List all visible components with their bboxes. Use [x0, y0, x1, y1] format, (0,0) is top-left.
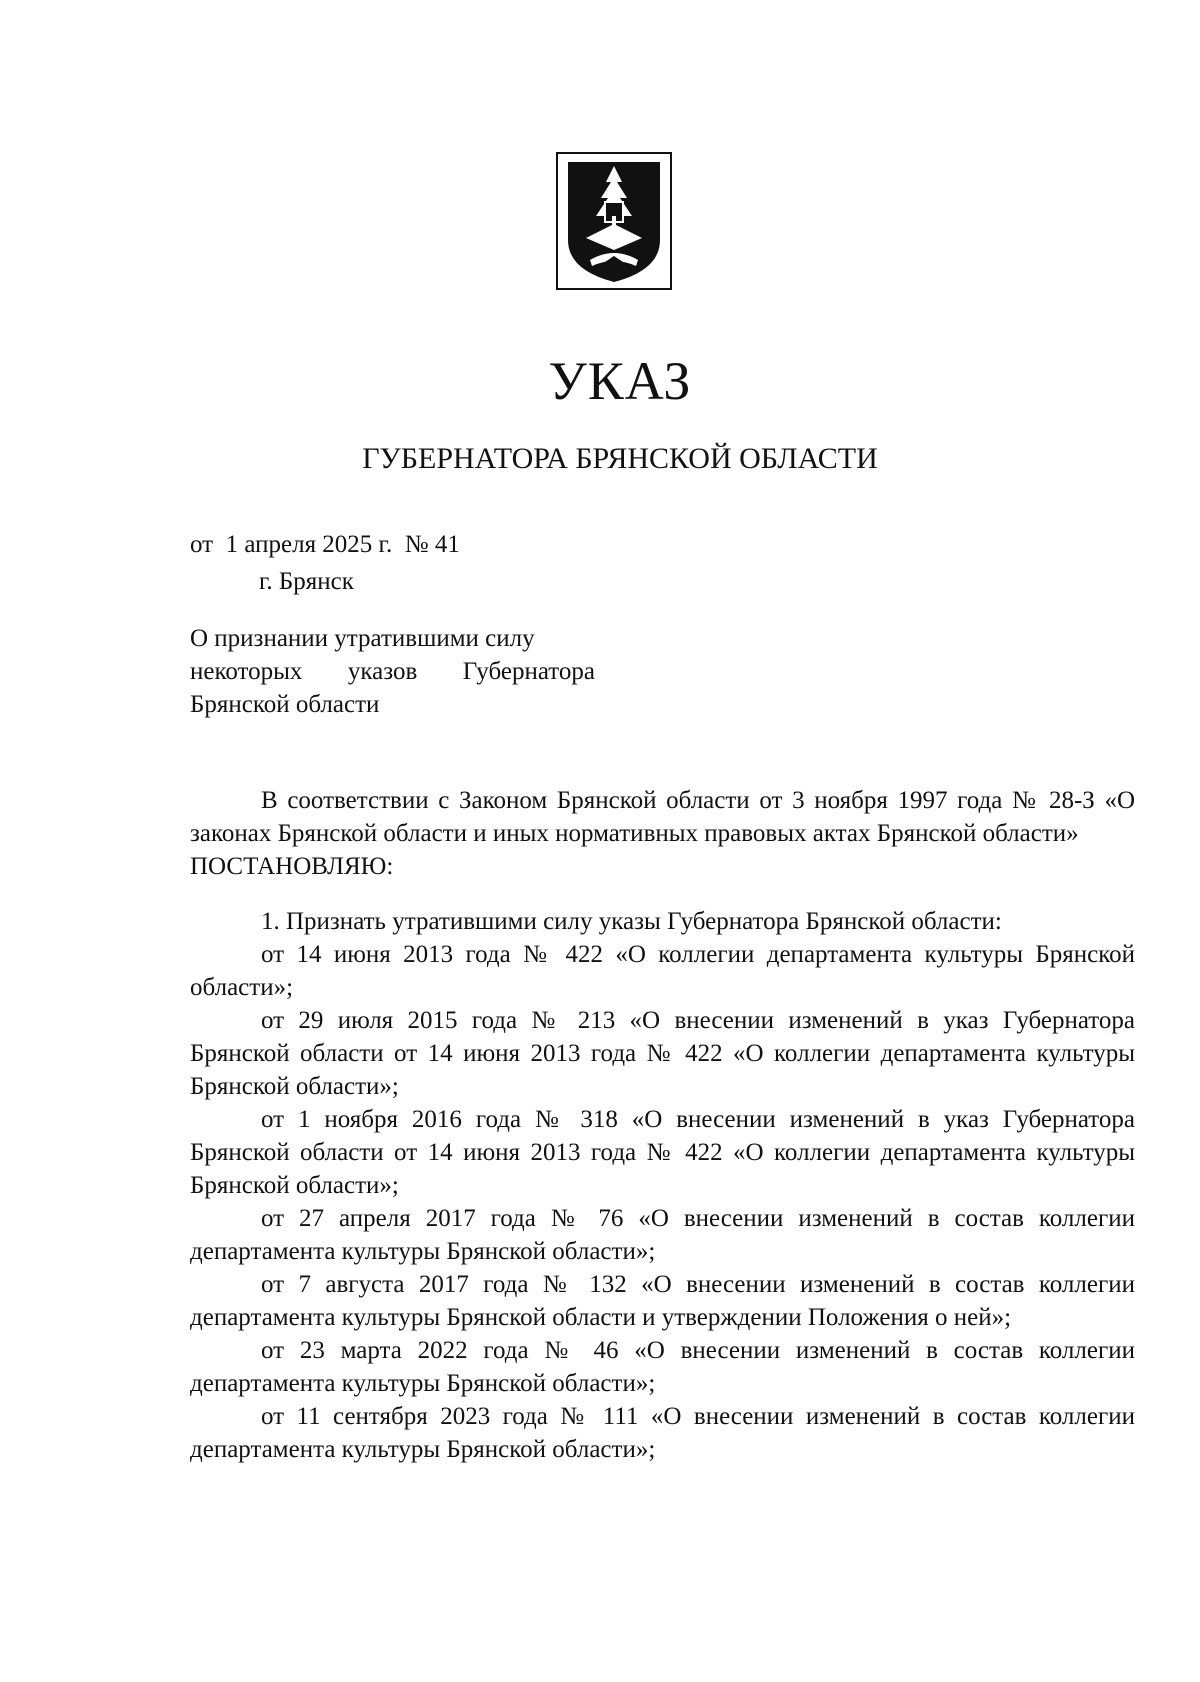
decree-list-item: от 14 июня 2013 года № 422 «О коллегии департамента культуры Брянской области»; — [190, 941, 1135, 1001]
coat-of-arms-icon — [556, 152, 672, 290]
decree-list-item: от 27 апреля 2017 года № 76 «О внесении изменений в состав коллегии департамента культуры Брянской области»; — [190, 1205, 1135, 1265]
subject-word: некоторых — [190, 658, 303, 685]
document-subtitle: ГУБЕРНАТОРА БРЯНСКОЙ ОБЛАСТИ — [362, 442, 878, 475]
document-body — [190, 784, 1135, 1466]
decree-list-item: от 7 августа 2017 года № 132 «О внесении изменений в состав коллегии департамента культуры Брянской области и утверждении Положения о ней»; — [190, 1271, 1135, 1331]
document-title: УКАЗ — [548, 351, 692, 411]
subject-line-3: Брянской области — [190, 691, 380, 718]
preamble-paragraph: В соответствии с Законом Брянской области от 3 ноября 1997 года № 28-З «О законах Брянской области и иных нормативных правовых актах Брянской области» — [190, 787, 1135, 847]
decree-word: ПОСТАНОВЛЯЮ: — [190, 853, 394, 880]
subject-word: Губернатора — [462, 658, 595, 685]
document-subject — [190, 622, 610, 721]
subject-line-1: О признании утратившими силу — [190, 625, 535, 652]
item-1-intro: 1. Признать утратившими силу указы Губернатора Брянской области: — [261, 908, 1002, 935]
city: г. Брянск — [259, 568, 354, 595]
decree-list-item: от 11 сентября 2023 года № 111 «О внесении изменений в состав коллегии департамента культуры Брянской области»; — [190, 1403, 1135, 1463]
decree-list-item: от 23 марта 2022 года № 46 «О внесении изменений в состав коллегии департамента культуры Брянской области»; — [190, 1337, 1135, 1397]
decree-list-item: от 29 июля 2015 года № 213 «О внесении изменений в указ Губернатора Брянской области от 14 июня 2013 года № 422 «О коллегии департамента культуры Брянской области»; — [190, 1007, 1135, 1100]
decree-list-item: от 1 ноября 2016 года № 318 «О внесении изменений в указ Губернатора Брянской области от 14 июня 2013 года № 422 «О коллегии департамента культуры Брянской области»; — [190, 1106, 1135, 1199]
subject-line-2 — [190, 655, 595, 688]
spacer — [190, 883, 1135, 905]
date-number: от 1 апреля 2025 г. № 41 — [190, 531, 460, 558]
document-meta — [190, 526, 460, 600]
subject-word: указов — [347, 658, 418, 685]
